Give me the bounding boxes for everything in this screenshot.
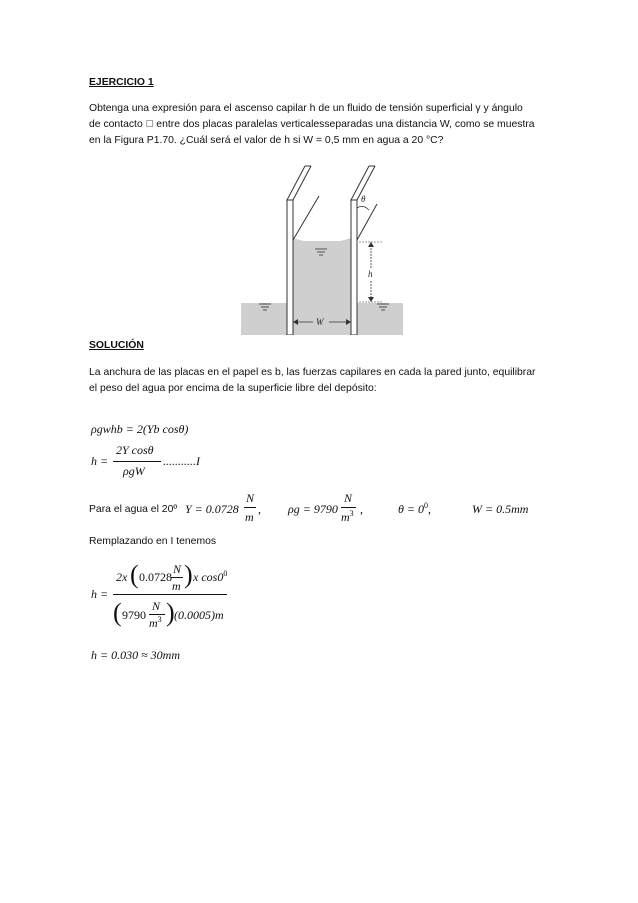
exercise-line-1: Obtenga una expresión para el ascenso capilar h de un fluido de tensión superficial γ y ángulo xyxy=(89,103,523,114)
eq3-num-unit-bar xyxy=(171,577,183,578)
data-specific-weight-unit-bar xyxy=(341,507,356,508)
left-plate xyxy=(287,200,293,335)
data-specific-weight-unit-num: N xyxy=(344,491,353,505)
final-result: h = 0.030 ≈ 30mm xyxy=(91,648,181,662)
right-plate xyxy=(351,200,357,335)
equation-substitution-lhs: h = xyxy=(91,587,109,601)
data-specific-weight-unit-den: $m^3$ xyxy=(341,509,354,524)
eq3-den-value: 9790 xyxy=(122,608,146,622)
eq3-num-value: 0.0728 xyxy=(139,570,172,584)
replace-text: Remplazando en I tenemos xyxy=(89,536,217,547)
h-label: h xyxy=(368,269,373,279)
equation-h-numerator: 2Y cosθ xyxy=(116,443,154,457)
solution-line-2: el peso del agua por encima de la superficie libre del depósito: xyxy=(89,383,377,394)
eq3-den-close-paren: ) xyxy=(166,598,175,627)
equation-h-denominator: ρgW xyxy=(123,464,145,478)
data-contact-angle: $\theta = 0^0$, xyxy=(398,501,431,516)
equation-h-tag: ...........I xyxy=(163,454,200,468)
eq3-num-open-paren: ( xyxy=(130,560,139,589)
w-label: W xyxy=(316,317,324,327)
data-surface-tension: Y = 0.0728 xyxy=(185,502,239,516)
exercise-line-2: de contacto   entre dos placas paralelas verticalesseparadas una distancia W, como se muestra xyxy=(89,119,535,130)
solution-title: SOLUCIÓN xyxy=(89,340,144,351)
data-surface-tension-unit-bar xyxy=(244,507,256,508)
eq3-num-cos: x $\cos 0^0$ xyxy=(193,569,228,584)
eq3-den-open-paren: ( xyxy=(113,598,122,627)
data-width: W = 0.5mm xyxy=(472,502,529,516)
theta-label: θ xyxy=(361,194,366,204)
data-intro: Para el agua el 20º xyxy=(89,504,178,515)
comma-2: , xyxy=(360,502,363,516)
eq3-num-prefix: 2x xyxy=(116,570,128,584)
exercise-line-3: en la Figura P1.70. ¿Cuál será el valor de h si W = 0,5 mm en agua a 20 °C? xyxy=(89,135,444,146)
eq3-den-unit-bar xyxy=(149,614,165,615)
eq3-num-close-paren: ) xyxy=(184,560,193,589)
eq3-den-width: (0.0005)m xyxy=(174,608,224,622)
eq3-fraction-bar xyxy=(113,594,227,595)
solution-line-1: La anchura de las placas en el papel es b, las fuerzas capilares en cada la pared junto, equilibrar xyxy=(89,367,536,378)
eq3-den-unit-den: $m^3$ xyxy=(149,615,162,630)
equation-h-fraction-bar xyxy=(113,461,161,462)
equation-h-lhs: h = xyxy=(91,454,109,468)
equation-force-balance: ρgwhb = 2(Yb cosθ) xyxy=(91,422,189,436)
capillary-figure xyxy=(241,160,403,335)
eq3-num-unit-num: N xyxy=(173,562,182,576)
data-surface-tension-unit-den: m xyxy=(245,510,254,524)
data-specific-weight: ρg = 9790 xyxy=(288,502,338,516)
data-surface-tension-unit-num: N xyxy=(246,491,255,505)
eq3-den-unit-num: N xyxy=(152,599,161,613)
eq3-num-unit-den: m xyxy=(172,579,181,593)
comma-1: , xyxy=(258,502,261,516)
exercise-title: EJERCICIO 1 xyxy=(89,77,154,88)
